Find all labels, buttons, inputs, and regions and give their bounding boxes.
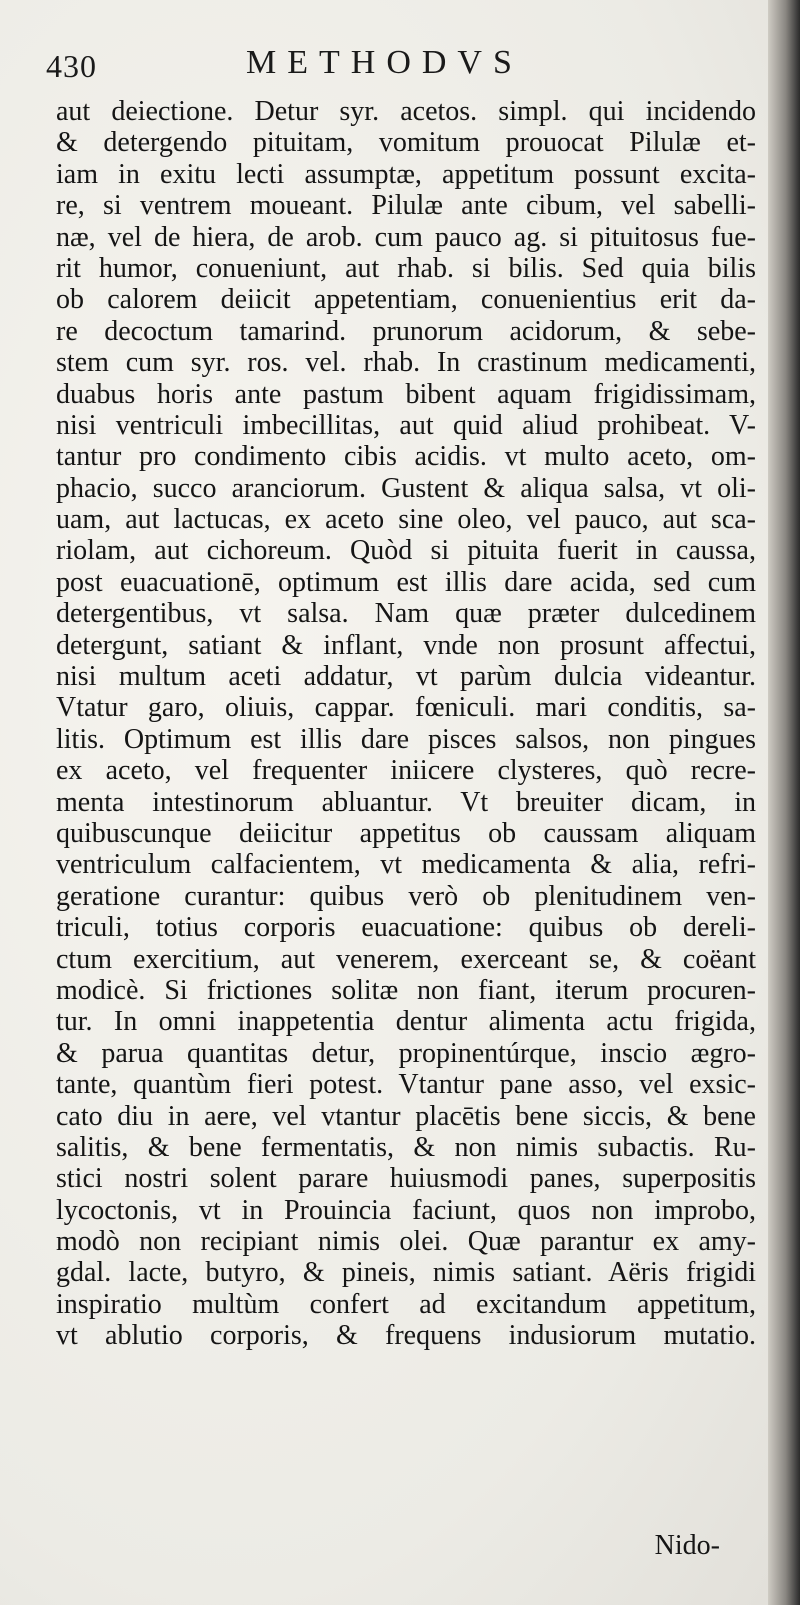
text-line: ex aceto, vel frequenter iniicere clysteres, quò recre- <box>56 755 756 787</box>
text-line: ventriculum calfacientem, vt medicamenta & alia, refri- <box>56 849 756 881</box>
text-line: riolam, aut cichoreum. Quòd si pituita fuerit in caussa, <box>56 535 756 567</box>
text-line: tantur pro condimento cibis acidis. vt multo aceto, om- <box>56 441 756 473</box>
text-line: nisi multum aceti addatur, vt parùm dulcia videantur. <box>56 661 756 693</box>
page-number: 430 <box>46 48 97 84</box>
text-line: nisi ventriculi imbecillitas, aut quid aliud prohibeat. V- <box>56 409 756 441</box>
text-line: & detergendo pituitam, vomitum prouocat Pilulæ et- <box>56 127 756 159</box>
text-line: stem cum syr. ros. vel. rhab. In crastinum medicamenti, <box>56 347 756 379</box>
text-line: ob calorem deiicit appetentiam, conuenientius erit da- <box>56 284 756 316</box>
text-line: detergunt, satiant & inflant, vnde non prosunt affectui, <box>56 629 756 661</box>
text-line: iam in exitu lecti assumptæ, appetitum possunt excita- <box>56 158 756 190</box>
text-line: duabus horis ante pastum bibent aquam frigidissimam, <box>56 378 756 410</box>
text-line: Vtatur garo, oliuis, cappar. fœniculi. mari conditis, sa- <box>56 692 756 724</box>
text-line: geratione curantur: quibus verò ob plenitudinem ven- <box>56 880 756 912</box>
text-line: cato diu in aere, vel vtantur placētis bene siccis, & bene <box>56 1100 756 1132</box>
text-line: triculi, totius corporis euacuatione: quibus ob dereli- <box>56 912 756 944</box>
text-line: uam, aut lactucas, ex aceto sine oleo, vel pauco, aut sca- <box>56 504 756 536</box>
text-line: quibuscunque deiicitur appetitus ob caussam aliquam <box>56 817 756 849</box>
text-line: lycoctonis, vt in Prouincia faciunt, quos non improbo, <box>56 1194 756 1226</box>
catchword: Nido- <box>654 1530 720 1561</box>
running-head: METHODVS <box>246 44 523 81</box>
text-line: aut deiectione. Detur syr. acetos. simpl. qui incidendo <box>56 96 756 127</box>
text-line: tante, quantùm fieri potest. Vtantur pane asso, vel exsic- <box>56 1069 756 1101</box>
text-line: menta intestinorum abluantur. Vt breuiter dicam, in <box>56 786 756 818</box>
text-line: & parua quantitas detur, propinentúrque, inscio ægro- <box>56 1037 756 1069</box>
text-line: re decoctum tamarind. prunorum acidorum, & sebe- <box>56 315 756 347</box>
text-line: detergentibus, vt salsa. Nam quæ præter dulcedinem <box>56 598 756 630</box>
text-line: stici nostri solent parare huiusmodi panes, superpositis <box>56 1163 756 1195</box>
body-text <box>56 96 756 1352</box>
text-line: vt ablutio corporis, & frequens indusiorum mutatio. <box>56 1320 756 1352</box>
text-line: inspiratio multùm confert ad excitandum appetitum, <box>56 1288 756 1320</box>
text-line: næ, vel de hiera, de arob. cum pauco ag. si pituitosus fue- <box>56 221 756 253</box>
text-line: post euacuationē, optimum est illis dare acida, sed cum <box>56 566 756 598</box>
text-line: modicè. Si frictiones solitæ non fiant, iterum procuren- <box>56 974 756 1006</box>
page-header <box>46 44 726 92</box>
text-line: phacio, succo aranciorum. Gustent & aliqua salsa, vt oli- <box>56 472 756 504</box>
text-line: modò non recipiant nimis olei. Quæ parantur ex amy- <box>56 1226 756 1258</box>
text-line: re, si ventrem moueant. Pilulæ ante cibum, vel sabelli- <box>56 190 756 222</box>
text-line: ctum exercitium, aut venerem, exerceant se, & coëant <box>56 943 756 975</box>
book-gutter-shadow <box>768 0 800 1605</box>
text-line: gdal. lacte, butyro, & pineis, nimis satiant. Aëris frigidi <box>56 1257 756 1289</box>
text-line: rit humor, conueniunt, aut rhab. si bilis. Sed quia bilis <box>56 252 756 284</box>
text-line: litis. Optimum est illis dare pisces salsos, non pingues <box>56 723 756 755</box>
text-line: salitis, & bene fermentatis, & non nimis subactis. Ru- <box>56 1131 756 1163</box>
text-line: tur. In omni inappetentia dentur alimenta actu frigida, <box>56 1006 756 1038</box>
